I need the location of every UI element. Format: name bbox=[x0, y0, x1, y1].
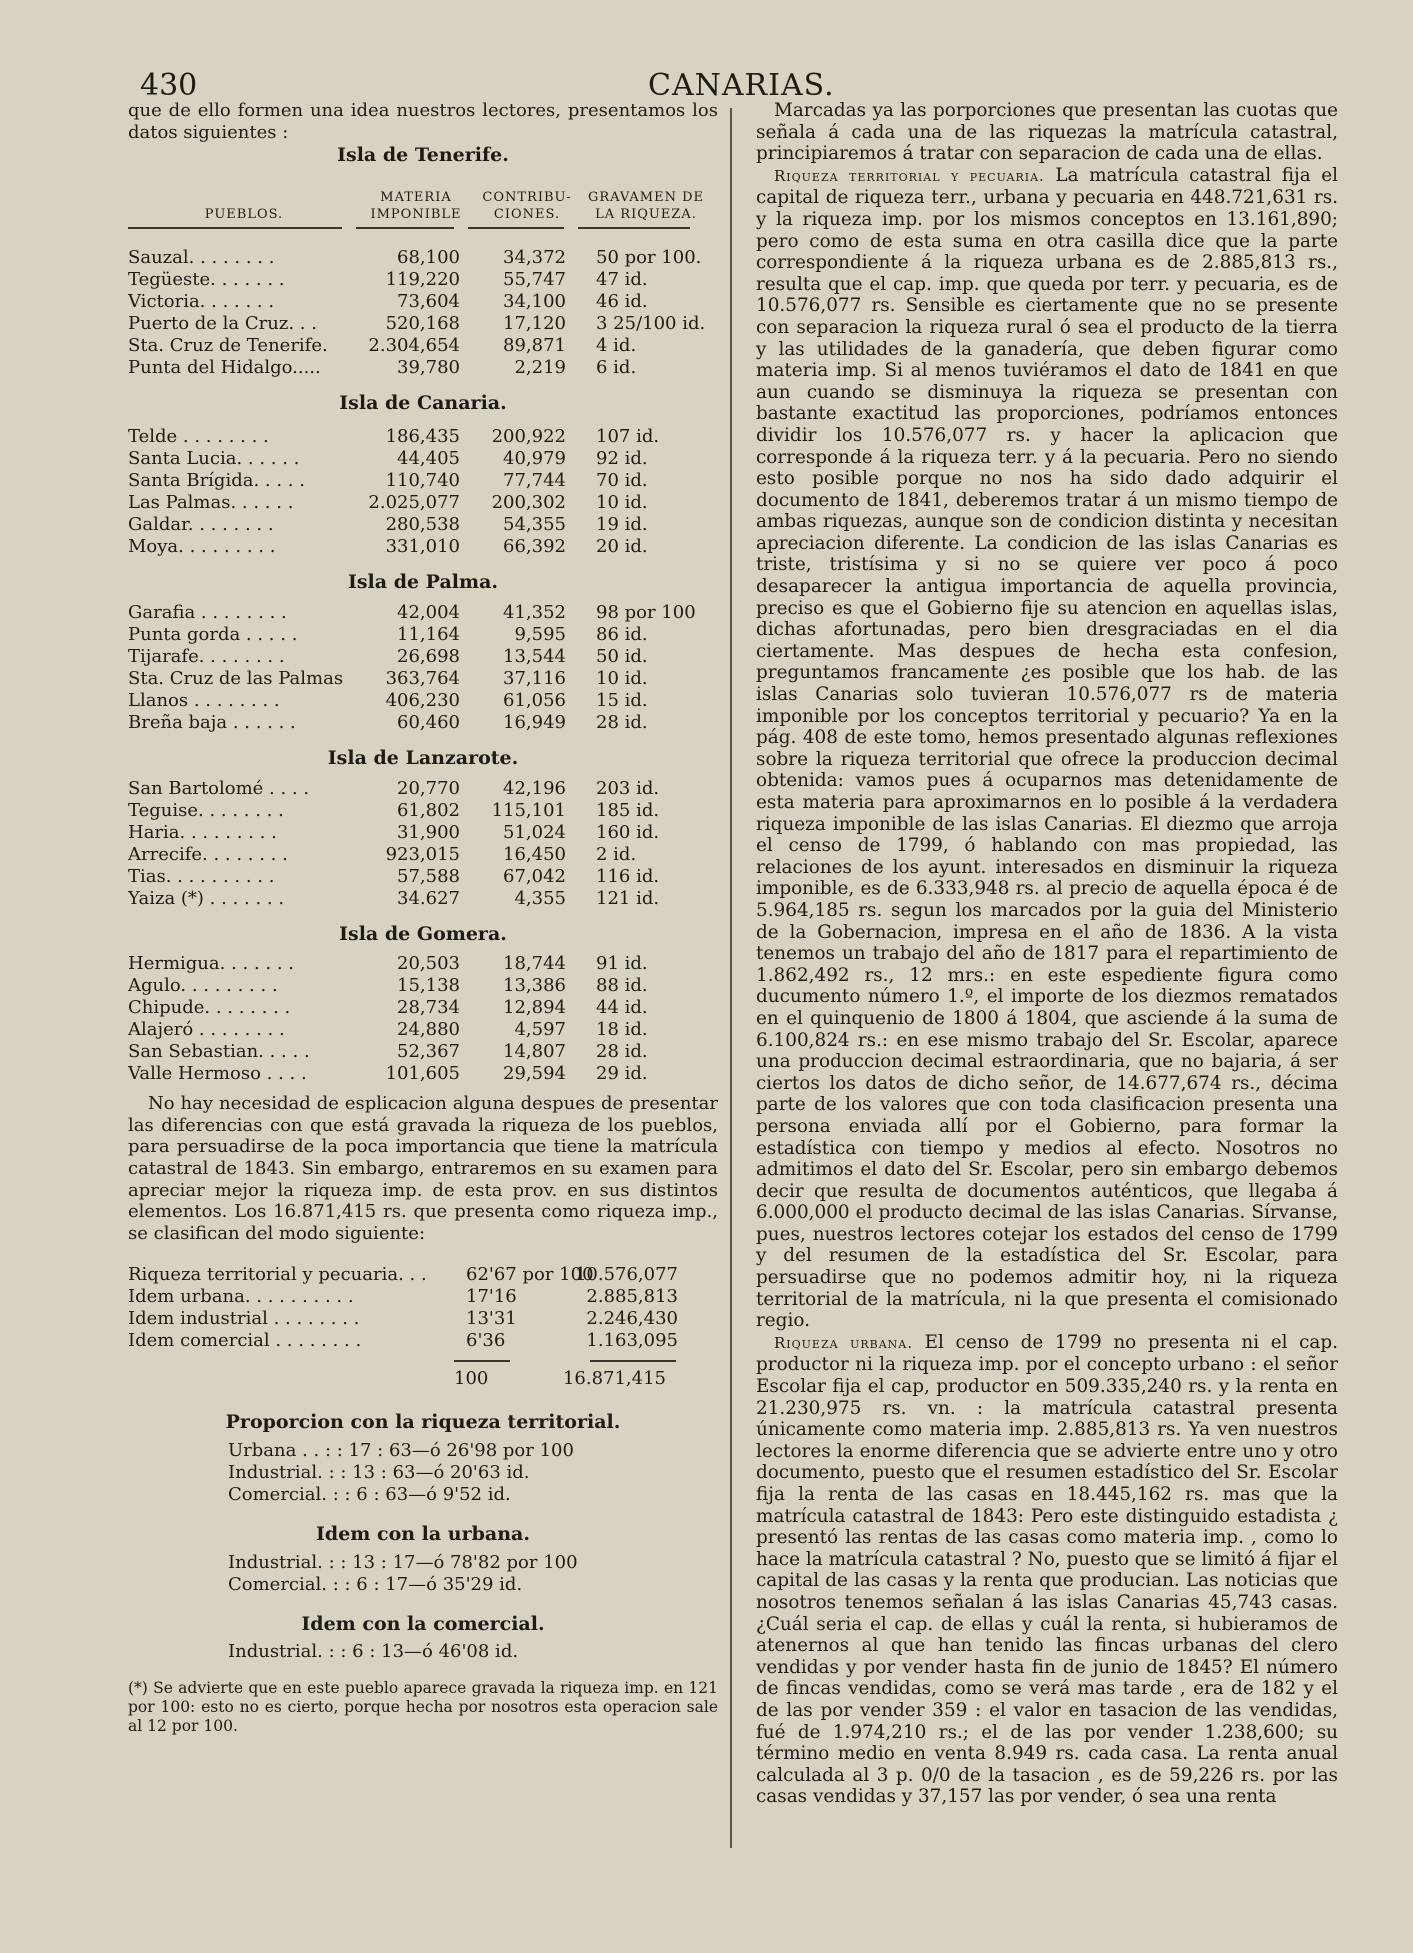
contribucion-cell: 200,302 bbox=[491, 492, 566, 514]
table-row bbox=[128, 646, 718, 668]
riqueza-percent: 62'67 por 100 bbox=[466, 1264, 594, 1286]
col-header-pueblos: PUEBLOS. bbox=[204, 206, 284, 222]
town-cell: Telde . . . . . . . . bbox=[128, 426, 269, 448]
contribucion-cell: 18,744 bbox=[503, 953, 566, 975]
table-row bbox=[128, 712, 718, 734]
town-cell: Agulo. . . . . . . . . bbox=[128, 975, 278, 997]
materia-cell: 101,605 bbox=[385, 1063, 460, 1085]
gravamen-cell: 10 id. bbox=[596, 492, 648, 514]
gravamen-cell: 70 id. bbox=[596, 470, 648, 492]
materia-cell: 44,405 bbox=[397, 448, 460, 470]
gravamen-cell: 160 id. bbox=[596, 821, 660, 843]
table-row bbox=[128, 426, 718, 448]
island-heading: Isla de Gomera. bbox=[339, 922, 507, 945]
materia-cell: 26,698 bbox=[397, 645, 460, 667]
town-cell: Sauzal. . . . . . . . bbox=[128, 246, 275, 268]
rule bbox=[578, 227, 690, 229]
materia-cell: 110,740 bbox=[385, 470, 460, 492]
riqueza-label: Idem industrial . . . . . . . . bbox=[128, 1308, 360, 1330]
table-row bbox=[128, 536, 718, 558]
contribucion-cell: 54,355 bbox=[503, 514, 566, 536]
riqueza-amount: 1.163,095 bbox=[586, 1330, 678, 1352]
section-text: La matrícula catastral fija el capital de riqueza terr., urbana y pecuaria en 448.721,631 rs. y la riqueza imp. por los mismos conceptos en 13.161,890; pero como de esta suma en otra casilla dice que la parte correspondiente á la riqueza urbana es de 2.885,813 rs., resulta que el cap. imp. que queda por terr. y pecuaria, es de 10.576,077 rs. Sensible es ciertamente que no se presente con separacion la riqueza rural ó sea el producto de la tierra y las utilidades de la ganadería, que deben figurar como materia imp. Si al menos tuviéramos el dato de 1841 en que aun cuando se disminuya la riqueza se presentan con bastante exactitud las proporciones, podríamos entonces dividir los 10.576,077 rs. y hacer la aplicacion que corresponde á la riqueza terr. y á la pecuaria. Pero no siendo esto posible porque no nos ha sido dado adquirir el documento de 1841, deberemos tratar á un mismo tiempo de ambas riquezas, aunque son de condicion distinta y necesitan apreciacion diferente. La condicion de las islas Canarias es triste, tristísima y si no se quiere ver poco á poco desaparecer la antigua importancia de aquella provincia, preciso es que el Gobierno fije su atencion en aquellas islas, dichas afortunadas, pero bien dresgraciadas en el dia ciertamente. Mas despues de hecha esta confesion, preguntamos francamente ¿es posible que los hab. de las islas Canarias solo tuvieran 10.576,077 rs de materia imponible por los conceptos territorial y pecuario? Ya en la pág. 408 de este tomo, hemos presentado algunas reflexiones sobre la riqueza territorial que ofrece la produccion decimal obtenida: vamos pues á ocuparnos mas detenidamente de esta materia para aproximarnos en lo posible á la verdadera riqueza imponible de las islas Canarias. El diezmo que arroja el censo de 1799, ó hablando con mas propiedad, las relaciones de los ayunt. interesados en disminuir la riqueza imponible, es de 6.333,948 rs. al precio de aquella época é de 5.964,185 rs. segun los marcados por la guia del Ministerio de la Gobernacion, impresa en el año de 1836. A la vista tenemos un trabajo del año de 1817 para el repartimiento de 1.862,492 rs., 12 mrs.: en este espediente figura como ducumento número 1.º, el importe de los diezmos rematados en el quinquenio de 1800 á 1804, que asciende á la suma de 6.100,824 rs.: en ese mismo trabajo del Sr. Escolar, aparece una produccion decimal estraordinaria, que no bajaria, á ser ciertos los datos de dicho señor, de 14.677,674 rs., décima parte de los valores que con toda clasificacion presenta una persona enviada allí por el Gobierno, para formar la estadística con tiempo y medios al efecto. Nosotros no admitimos el dato del Sr. Escolar, pero sin embargo debemos decir que resulta de documentos auténticos, que llegaba á 6.000,000 el producto decimal de las islas Canarias. Sírvanse, pues, nuestros lectores cotejar los estados del censo de 1799 y del resumen de la estadística del Sr. Escolar, para persuadirse que no podemos admitir hoy, ni la riqueza territorial de la matrícula, ni la que presenta el comisionado regio. bbox=[756, 164, 1338, 1332]
section-lead: Riqueza territorial y pecuaria. bbox=[774, 166, 1045, 185]
contribucion-cell: 13,386 bbox=[503, 975, 566, 997]
island-canaria-table bbox=[128, 426, 718, 558]
contribucion-cell: 55,747 bbox=[503, 268, 566, 290]
town-cell: Chipude. . . . . . . . bbox=[128, 997, 291, 1019]
table-row bbox=[128, 888, 718, 910]
riqueza-percent: 13'31 bbox=[466, 1308, 517, 1330]
materia-cell: 2.304,654 bbox=[368, 334, 460, 356]
town-cell: Las Palmas. . . . . . bbox=[128, 492, 294, 514]
materia-cell: 42,004 bbox=[397, 601, 460, 623]
proportion-heading: Idem con la comercial. bbox=[301, 1612, 545, 1635]
town-cell: Punta del Hidalgo..... bbox=[128, 356, 321, 378]
table-row bbox=[128, 668, 718, 690]
town-cell: Santa Brígida. . . . . bbox=[128, 470, 305, 492]
riqueza-amount: 10.576,077 bbox=[574, 1264, 678, 1286]
gravamen-cell: 116 id. bbox=[596, 865, 660, 887]
gravamen-cell: 107 id. bbox=[596, 426, 660, 448]
gravamen-cell: 2 id. bbox=[596, 843, 637, 865]
contribucion-cell: 61,056 bbox=[503, 689, 566, 711]
materia-cell: 280,538 bbox=[385, 514, 460, 536]
proportion-heading: Idem con la urbana. bbox=[316, 1522, 530, 1545]
materia-cell: 2.025,077 bbox=[368, 492, 460, 514]
table-row bbox=[128, 997, 718, 1019]
gravamen-cell: 121 id. bbox=[596, 887, 660, 909]
right-column bbox=[756, 100, 1338, 1808]
gravamen-cell: 91 id. bbox=[596, 953, 648, 975]
table-row bbox=[128, 448, 718, 470]
contribucion-cell: 89,871 bbox=[503, 334, 566, 356]
materia-cell: 331,010 bbox=[385, 536, 460, 558]
proportion-line: Urbana . . : : 17 : 63—ó 26'98 por 100 bbox=[228, 1439, 574, 1461]
riqueza-label: Riqueza territorial y pecuaria. . . bbox=[128, 1264, 427, 1286]
gravamen-cell: 6 id. bbox=[596, 356, 637, 378]
table-row bbox=[128, 602, 718, 624]
materia-cell: 39,780 bbox=[397, 356, 460, 378]
contribucion-cell: 66,392 bbox=[503, 536, 566, 558]
rule bbox=[356, 227, 454, 229]
contribucion-cell: 67,042 bbox=[503, 865, 566, 887]
contribucion-cell: 29,594 bbox=[503, 1063, 566, 1085]
riqueza-table bbox=[128, 1264, 718, 1352]
table-row bbox=[128, 1019, 718, 1041]
gravamen-cell: 185 id. bbox=[596, 799, 660, 821]
total-amount: 16.871,415 bbox=[562, 1368, 666, 1390]
materia-cell: 363,764 bbox=[385, 667, 460, 689]
town-cell: Punta gorda . . . . . bbox=[128, 623, 298, 645]
contribucion-cell: 40,979 bbox=[503, 448, 566, 470]
riqueza-row bbox=[128, 1286, 718, 1308]
body-paragraph bbox=[756, 1332, 1338, 1808]
rule bbox=[468, 227, 564, 229]
body-paragraph bbox=[756, 165, 1338, 1332]
materia-cell: 20,770 bbox=[397, 777, 460, 799]
col-header-materia: MATERIA IMPONIBLE bbox=[370, 189, 462, 222]
contribucion-cell: 13,544 bbox=[503, 645, 566, 667]
section-text: El censo de 1799 no presenta ni el cap. productor ni la riqueza imp. por el concepto urbano : el señor Escolar fija el cap, productor en 509.335,240 rs. y la renta en 21.230,975 rs. vn. : la matrícula catastral presenta únicamente como materia imp. 2.885,813 rs. Ya ven nuestros lectores la enorme diferencia que se advierte entre uno y otro documento, puesto que el resumen estadístico del Sr. Escolar fija la renta de las casas en 18.445,162 rs. mas que la matrícula catastral de 1843: Pero este distinguido estadista ¿ presentó las rentas de las casas como materia imp. , como lo hace la matrícula catastral ? No, puesto que se limitó á fijar el capital de las casas y la renta que producian. Las noticias que nosotros tenemos señalan á las islas Canarias 45,743 casas. ¿Cuál seria el cap. de ellas y cuál la renta, si hubieramos de atenernos al que han tenido las fincas urbanas del clero vendidas y por vender hasta fin de junio de 1845? El número de fincas vendidas, como se verá mas tarde , era de 182 y el de las por vender 359 : el valor en tasacion de las vendidas, fué de 1.974,210 rs.; el de las por vender 1.238,600; su término medio en venta 8.949 rs. cada casa. La renta anual calculada al 3 p. 0/0 de la tasacion , es de 59,226 rs. por las casas vendidas y 37,157 las por vender, ó sea una renta bbox=[756, 1331, 1338, 1808]
table-row bbox=[128, 1063, 718, 1085]
table-row bbox=[128, 975, 718, 997]
riqueza-amount: 2.885,813 bbox=[586, 1286, 678, 1308]
table-row bbox=[128, 470, 718, 492]
rule bbox=[590, 1360, 676, 1362]
town-cell: Santa Lucia. . . . . . bbox=[128, 448, 300, 470]
materia-cell: 60,460 bbox=[397, 711, 460, 733]
town-cell: Sta. Cruz de las Palmas bbox=[128, 667, 344, 689]
header-rules bbox=[128, 227, 718, 229]
table-row bbox=[128, 624, 718, 646]
table-row bbox=[128, 492, 718, 514]
town-cell: Tegüeste. . . . . . . bbox=[128, 268, 285, 290]
town-cell: Tijarafe. . . . . . . . bbox=[128, 645, 285, 667]
town-cell: Valle Hermoso . . . . bbox=[128, 1063, 307, 1085]
contribucion-cell: 51,024 bbox=[503, 821, 566, 843]
total-percent: 100 bbox=[454, 1368, 489, 1390]
contribucion-cell: 9,595 bbox=[514, 623, 566, 645]
island-lanzarote-table bbox=[128, 778, 718, 910]
materia-cell: 406,230 bbox=[385, 689, 460, 711]
totals-rules bbox=[128, 1360, 718, 1362]
town-cell: Sta. Cruz de Tenerife. bbox=[128, 334, 328, 356]
town-cell: Tias. . . . . . . . . . bbox=[128, 865, 275, 887]
intro-text: que de ello formen una idea nuestros lectores, presentamos los datos siguientes : bbox=[128, 100, 718, 143]
gravamen-cell: 47 id. bbox=[596, 268, 648, 290]
col-header-contribuciones: CONTRIBU- CIONES. bbox=[482, 189, 572, 222]
town-cell: Alajeró . . . . . . . . bbox=[128, 1019, 285, 1041]
gravamen-cell: 10 id. bbox=[596, 667, 648, 689]
column-divider bbox=[730, 108, 732, 1848]
page-number: 430 bbox=[140, 68, 198, 103]
body-paragraph: No hay necesidad de esplicacion alguna despues de presentar las diferencias con que está gravada la riqueza de los pueblos, para persuadirse de la poca importancia que tiene la matrícula catastral de 1843. Sin embargo, entraremos en su examen para apreciar mejor la riqueza imp. de esta prov. en sus distintos elementos. Los 16.871,415 rs. que presenta como riqueza imp., se clasifican del modo siguiente: bbox=[128, 1093, 718, 1244]
riqueza-percent: 17'16 bbox=[466, 1286, 517, 1308]
town-cell: Haria. . . . . . . . . bbox=[128, 821, 277, 843]
proportion-line: Industrial. : : 6 : 13—ó 46'08 id. bbox=[228, 1641, 519, 1663]
materia-cell: 186,435 bbox=[385, 426, 460, 448]
materia-cell: 24,880 bbox=[397, 1019, 460, 1041]
town-cell: San Sebastian. . . . . bbox=[128, 1041, 310, 1063]
page-title: CANARIAS. bbox=[648, 68, 835, 103]
materia-cell: 73,604 bbox=[397, 290, 460, 312]
spacer bbox=[128, 1368, 466, 1390]
table-row bbox=[128, 778, 718, 800]
riqueza-row bbox=[128, 1308, 718, 1330]
table-row bbox=[128, 335, 718, 357]
gravamen-cell: 50 por 100. bbox=[596, 246, 702, 268]
materia-cell: 68,100 bbox=[397, 246, 460, 268]
town-cell: Arrecife. . . . . . . . bbox=[128, 843, 288, 865]
table-row bbox=[128, 866, 718, 888]
contribucion-cell: 17,120 bbox=[503, 312, 566, 334]
contribucion-cell: 14,807 bbox=[503, 1041, 566, 1063]
contribucion-cell: 4,355 bbox=[514, 887, 566, 909]
materia-cell: 31,900 bbox=[397, 821, 460, 843]
contribucion-cell: 34,100 bbox=[503, 290, 566, 312]
contribucion-cell: 115,101 bbox=[491, 799, 566, 821]
materia-cell: 28,734 bbox=[397, 997, 460, 1019]
island-heading: Isla de Palma. bbox=[347, 571, 499, 594]
contribucion-cell: 34,372 bbox=[503, 246, 566, 268]
contribucion-cell: 2,219 bbox=[514, 356, 566, 378]
section-lead: Riqueza urbana. bbox=[774, 1333, 913, 1352]
gravamen-cell: 44 id. bbox=[596, 997, 648, 1019]
town-cell: Hermigua. . . . . . . bbox=[128, 953, 295, 975]
contribucion-cell: 41,352 bbox=[503, 601, 566, 623]
proportion-heading: Proporcion con la riqueza territorial. bbox=[225, 1411, 621, 1434]
contribucion-cell: 16,450 bbox=[503, 843, 566, 865]
island-heading: Isla de Tenerife. bbox=[337, 144, 509, 167]
gravamen-cell: 3 25/100 id. bbox=[596, 312, 706, 334]
riqueza-row bbox=[128, 1330, 718, 1352]
table-header bbox=[128, 189, 718, 223]
gravamen-cell: 18 id. bbox=[596, 1019, 648, 1041]
contribucion-cell: 16,949 bbox=[503, 711, 566, 733]
rule bbox=[454, 1360, 510, 1362]
table-row bbox=[128, 1041, 718, 1063]
town-cell: Galdar. . . . . . . . bbox=[128, 514, 274, 536]
materia-cell: 61,802 bbox=[397, 799, 460, 821]
gravamen-cell: 50 id. bbox=[596, 645, 648, 667]
proportion-list bbox=[128, 1641, 718, 1663]
table-row bbox=[128, 844, 718, 866]
proportion-line: Comercial. : : 6 : 63—ó 9'52 id. bbox=[228, 1483, 511, 1505]
gravamen-cell: 4 id. bbox=[596, 334, 637, 356]
town-cell: Garafia . . . . . . . . bbox=[128, 601, 287, 623]
gravamen-cell: 88 id. bbox=[596, 975, 648, 997]
gravamen-cell: 28 id. bbox=[596, 711, 648, 733]
island-heading: Isla de Lanzarote. bbox=[327, 746, 519, 769]
proportion-list bbox=[128, 1440, 718, 1506]
table-row bbox=[128, 953, 718, 975]
gravamen-cell: 15 id. bbox=[596, 689, 648, 711]
table-row bbox=[128, 514, 718, 536]
body-paragraph: Marcadas ya las porporciones que presentan las cuotas que señala á cada una de las riquezas la matrícula catastral, principiaremos á tratar con separacion de cada una de ellas. bbox=[756, 100, 1338, 165]
table-row bbox=[128, 357, 718, 379]
riqueza-row bbox=[128, 1264, 718, 1286]
table-row bbox=[128, 247, 718, 269]
table-row bbox=[128, 313, 718, 335]
gravamen-cell: 98 por 100 bbox=[596, 601, 696, 623]
town-cell: Yaiza (*) . . . . . . . bbox=[128, 887, 285, 909]
town-cell: Teguise. . . . . . . . bbox=[128, 799, 284, 821]
contribucion-cell: 42,196 bbox=[503, 777, 566, 799]
materia-cell: 20,503 bbox=[397, 953, 460, 975]
col-header-gravamen: GRAVAMEN DE LA RIQUEZA. bbox=[587, 189, 705, 222]
gravamen-cell: 20 id. bbox=[596, 536, 648, 558]
left-column bbox=[128, 100, 718, 1752]
proportion-line: Comercial. : : 6 : 17—ó 35'29 id. bbox=[228, 1573, 523, 1595]
town-cell: San Bartolomé . . . . bbox=[128, 777, 310, 799]
gravamen-cell: 203 id. bbox=[596, 777, 660, 799]
table-row bbox=[128, 291, 718, 313]
materia-cell: 11,164 bbox=[397, 623, 460, 645]
riqueza-amount: 2.246,430 bbox=[586, 1308, 678, 1330]
town-cell: Llanos . . . . . . . . bbox=[128, 689, 280, 711]
gravamen-cell: 46 id. bbox=[596, 290, 648, 312]
contribucion-cell: 4,597 bbox=[514, 1019, 566, 1041]
gravamen-cell: 19 id. bbox=[596, 514, 648, 536]
town-cell: Victoria. . . . . . . bbox=[128, 290, 275, 312]
proportion-line: Industrial. : : 13 : 63—ó 20'63 id. bbox=[228, 1461, 530, 1483]
footnote: (*) Se advierte que en este pueblo aparece gravada la riqueza imp. en 121 por 100: esto no es cierto, porque hecha por nosotros esta operacion sale al 12 por 100. bbox=[128, 1679, 718, 1736]
contribucion-cell: 12,894 bbox=[503, 997, 566, 1019]
materia-cell: 520,168 bbox=[385, 312, 460, 334]
materia-cell: 34.627 bbox=[397, 887, 460, 909]
materia-cell: 15,138 bbox=[397, 975, 460, 997]
riqueza-label: Idem urbana. . . . . . . . . . bbox=[128, 1286, 354, 1308]
table-row bbox=[128, 269, 718, 291]
island-tenerife-table bbox=[128, 247, 718, 379]
gravamen-cell: 29 id. bbox=[596, 1063, 648, 1085]
contribucion-cell: 200,922 bbox=[491, 426, 566, 448]
town-cell: Breña baja . . . . . . bbox=[128, 711, 296, 733]
materia-cell: 57,588 bbox=[397, 865, 460, 887]
gravamen-cell: 86 id. bbox=[596, 623, 648, 645]
island-heading: Isla de Canaria. bbox=[339, 391, 507, 414]
contribucion-cell: 37,116 bbox=[503, 667, 566, 689]
town-cell: Puerto de la Cruz. . . bbox=[128, 312, 317, 334]
gravamen-cell: 92 id. bbox=[596, 448, 648, 470]
materia-cell: 923,015 bbox=[385, 843, 460, 865]
contribucion-cell: 77,744 bbox=[503, 470, 566, 492]
island-gomera-table bbox=[128, 953, 718, 1085]
materia-cell: 119,220 bbox=[385, 268, 460, 290]
proportion-list bbox=[128, 1552, 718, 1596]
table-row bbox=[128, 690, 718, 712]
totals-row bbox=[128, 1368, 718, 1390]
proportion-line: Industrial. : : 13 : 17—ó 78'82 por 100 bbox=[228, 1551, 578, 1573]
riqueza-label: Idem comercial . . . . . . . . bbox=[128, 1330, 362, 1352]
gravamen-cell: 28 id. bbox=[596, 1041, 648, 1063]
town-cell: Moya. . . . . . . . . bbox=[128, 536, 276, 558]
island-palma-table bbox=[128, 602, 718, 734]
table-row bbox=[128, 800, 718, 822]
rule bbox=[128, 227, 342, 229]
riqueza-percent: 6'36 bbox=[466, 1330, 506, 1352]
table-row bbox=[128, 822, 718, 844]
materia-cell: 52,367 bbox=[397, 1041, 460, 1063]
